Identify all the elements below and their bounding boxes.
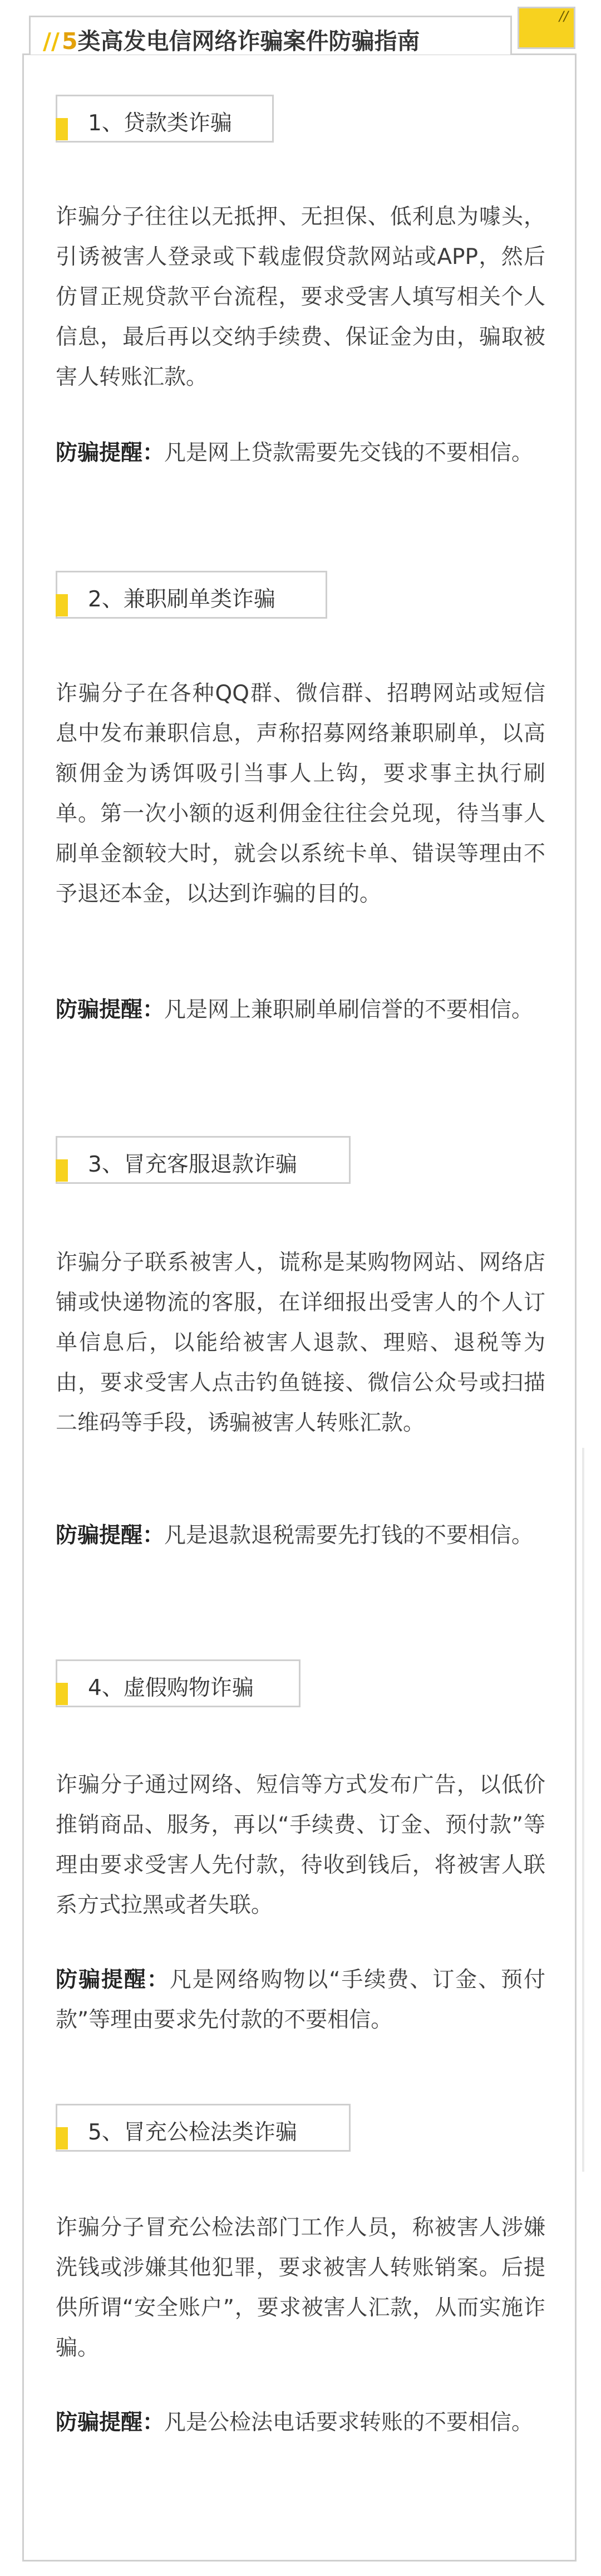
section-4-body: 诈骗分子通过网络、短信等方式发布广告，以低价推销商品、服务，再以“手续费、订金、预付款”等理由要求受害人先付款，待收到钱后，将被害人联系方式拉黑或者失联。 <box>56 1772 545 1918</box>
section-1-title: 1、贷款类诈骗 <box>88 111 232 136</box>
corner-slashes: // <box>559 8 568 24</box>
tip-text: 凡是网上贷款需要先交钱的不要相信。 <box>164 440 534 466</box>
tip-label: 防骗提醒： <box>56 1523 165 1548</box>
title-slashes: // <box>43 28 60 55</box>
section-3-title: 3、冒充客服退款诈骗 <box>88 1152 297 1177</box>
tip-text: 凡是网上兼职刷单刷信誉的不要相信。 <box>164 997 534 1022</box>
section-5-title: 5、冒充公检法类诈骗 <box>88 2120 297 2145</box>
tip-label: 防骗提醒： <box>56 440 165 466</box>
section-1-body: 诈骗分子往往以无抵押、无担保、低利息为噱头，引诱被害人登录或下载虚假贷款网站或APP，然后仿冒正规贷款平台流程，要求受害人填写相关个人信息，最后再以交纳手续费、保证金为由，骗取被害人转账汇款。 <box>56 204 545 390</box>
page-title <box>43 23 420 56</box>
section-4-title: 4、虚假购物诈骗 <box>88 1676 254 1701</box>
tip-label: 防骗提醒： <box>56 997 165 1022</box>
yellow-marker <box>56 2127 68 2149</box>
tip-label: 防骗提醒： <box>56 1967 170 1992</box>
title-text: 类高发电信网络诈骗案件防骗指南 <box>77 28 420 55</box>
yellow-marker <box>56 1159 68 1182</box>
corner-decoration <box>518 7 575 49</box>
section-3-body: 诈骗分子联系被害人，谎称是某购物网站、网络店铺或快递物流的客服，在详细报出受害人的个人订单信息后，以能给被害人退款、理赔、退税等为由，要求受害人点击钓鱼链接、微信公众号或扫描二维码等手段，诱骗被害人转账汇款。 <box>56 1250 545 1436</box>
title-number: 5 <box>61 28 78 55</box>
article-header <box>29 16 512 55</box>
section-3-tip <box>56 1516 545 1556</box>
section-5-tip <box>56 2403 545 2443</box>
section-1-tip <box>56 433 545 473</box>
section-2-tip <box>56 990 545 1030</box>
scroll-shadow <box>582 1448 584 2172</box>
tip-text: 凡是网络购物以“手续费、订金、预付款”等理由要求先付款的不要相信。 <box>56 1967 545 2033</box>
tip-text: 凡是公检法电话要求转账的不要相信。 <box>164 2410 534 2435</box>
yellow-marker <box>56 594 68 616</box>
tip-text: 凡是退款退税需要先打钱的不要相信。 <box>164 1523 534 1548</box>
section-4-tip <box>56 1960 545 2040</box>
tip-label: 防骗提醒： <box>56 2410 165 2435</box>
yellow-marker <box>56 118 68 140</box>
section-2-title: 2、兼职刷单类诈骗 <box>88 587 275 612</box>
yellow-marker <box>56 1683 68 1705</box>
section-2-body: 诈骗分子在各种QQ群、微信群、招聘网站或短信息中发布兼职信息，声称招募网络兼职刷单，以高额佣金为诱饵吸引当事人上钩，要求事主执行刷单。第一次小额的返利佣金往往会兑现，待当事人刷单金额较大时，就会以系统卡单、错误等理由不予退还本金，以达到诈骗的目的。 <box>56 681 545 907</box>
section-5-body: 诈骗分子冒充公检法部门工作人员，称被害人涉嫌洗钱或涉嫌其他犯罪，要求被害人转账销案。后提供所谓“安全账户”，要求被害人汇款，从而实施诈骗。 <box>56 2215 545 2360</box>
